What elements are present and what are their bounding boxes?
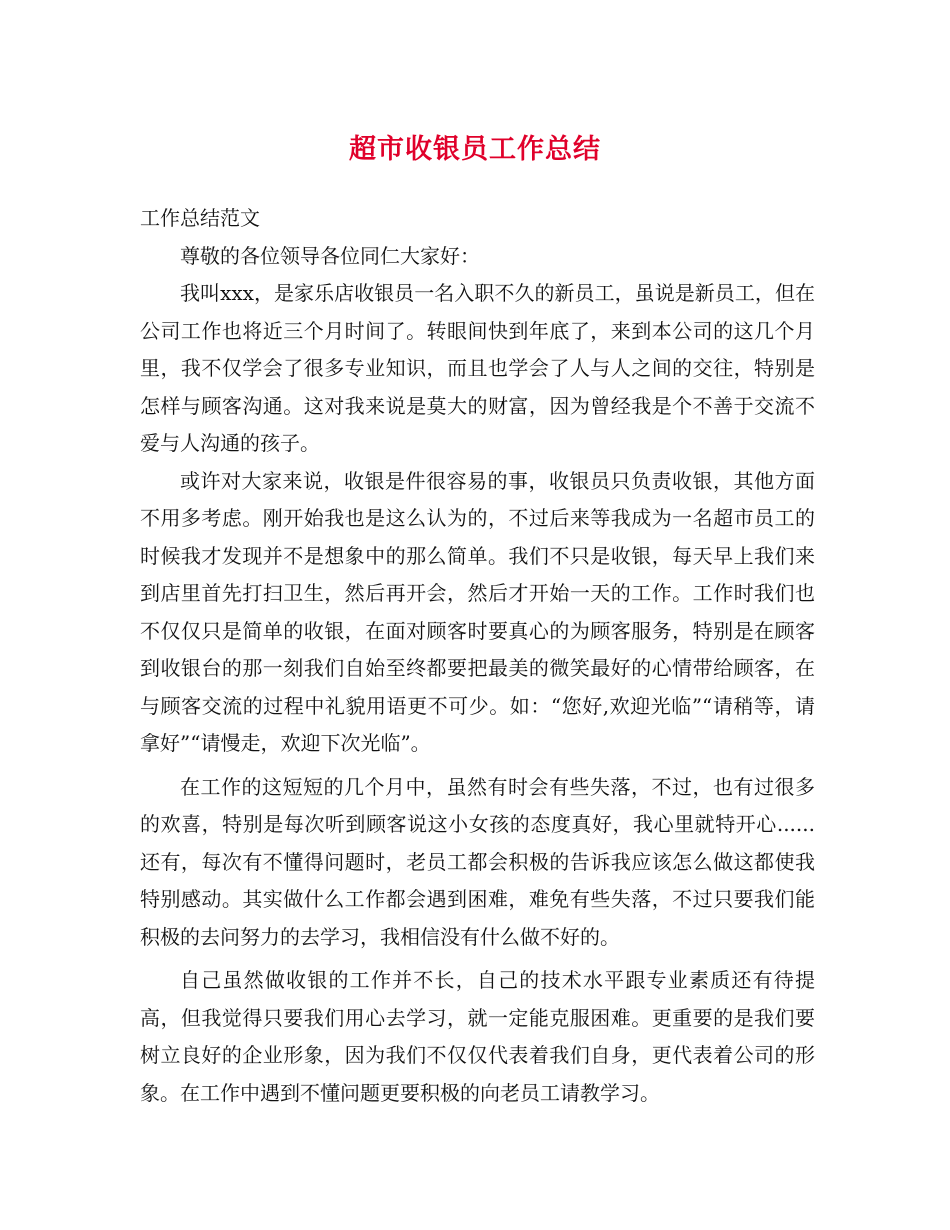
salutation-paragraph: 尊敬的各位领导各位同仁大家好：	[180, 243, 480, 268]
document-body	[140, 200, 815, 1112]
document-title: 超市收银员工作总结	[349, 134, 601, 165]
conclusion-paragraph: 自己虽然做收银的工作并不长，自己的技术水平跟专业素质还有待提高，但我觉得只要我们用心去学习，就一定能克服困难。更重要的是我们要树立良好的企业形象，因为我们不仅仅代表着我们自身，更代表着公司的形象。在工作中遇到不懂问题更要积极的向老员工请教学习。	[140, 968, 815, 1105]
category-label: 工作总结范文	[140, 206, 260, 230]
work-description-paragraph: 或许对大家来说，收银是件很容易的事，收银员只负责收银，其他方面不用多考虑。刚开始我也是这么认为的，不过后来等我成为一名超市员工的时候我才发现并不是想象中的那么简单。我们不只是收银，每天早上我们来到店里首先打扫卫生，然后再开会，然后才开始一天的工作。工作时我们也不仅仅只是简单的收银，在面对顾客时要真心的为顾客服务，特别是在顾客到收银台的那一刻我们自始至终都要把最美的微笑最好的心情带给顾客，在与顾客交流的过程中礼貌用语更不可少。如：“您好,欢迎光临”“请稍等，请拿好”“请慢走，欢迎下次光临”。	[140, 468, 815, 755]
experience-paragraph: 在工作的这短短的几个月中，虽然有时会有些失落，不过，也有过很多的欢喜，特别是每次听到顾客说这小女孩的态度真好，我心里就特开心......还有，每次有不懂得问题时，老员工都会积极的告诉我应该怎么做这都使我特别感动。其实做什么工作都会遇到困难，难免有些失落，不过只要我们能积极的去问努力的去学习，我相信没有什么做不好的。	[140, 774, 815, 949]
intro-paragraph: 我叫xxx，是家乐店收银员一名入职不久的新员工，虽说是新员工，但在公司工作也将近三个月时间了。转眼间快到年底了，来到本公司的这几个月里，我不仅学会了很多专业知识，而且也学会了人与人之间的交往，特别是怎样与顾客沟通。这对我来说是莫大的财富，因为曾经我是个不善于交流不爱与人沟通的孩子。	[140, 281, 815, 455]
